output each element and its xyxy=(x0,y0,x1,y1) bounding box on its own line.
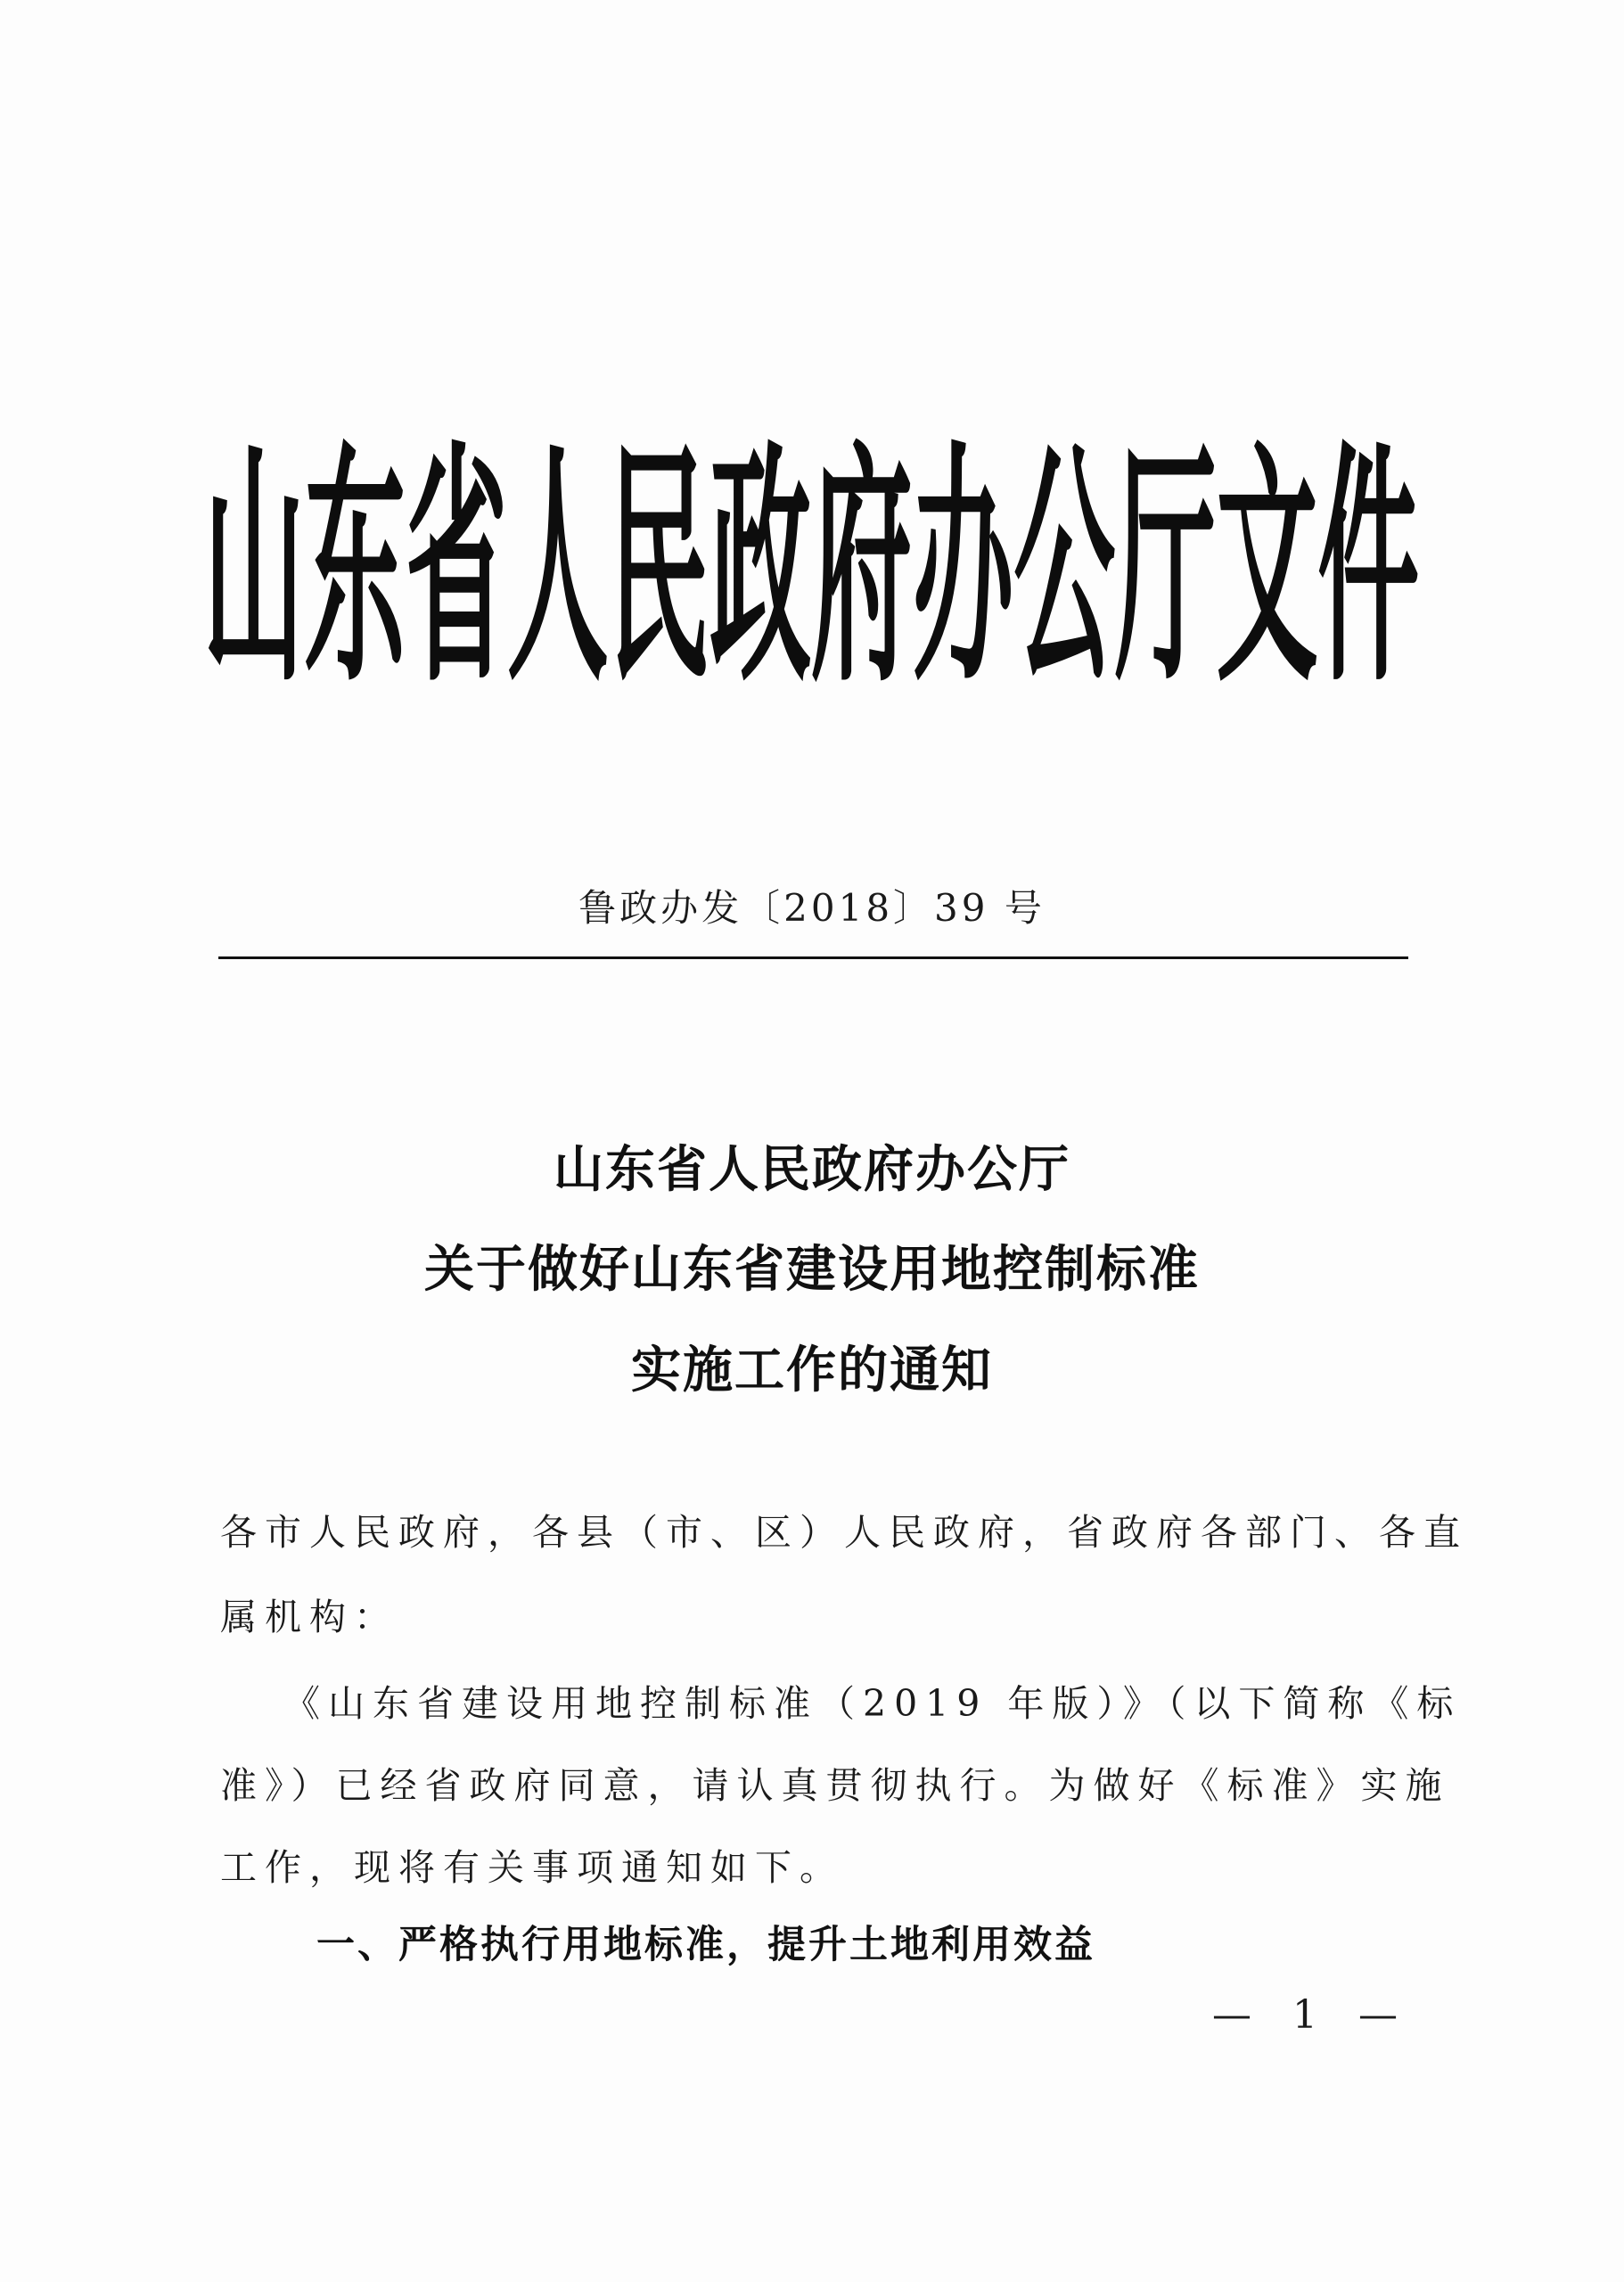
title-line-3: 实施工作的通知 xyxy=(631,1342,993,1400)
paragraph-line-1: 《山东省建设用地控制标准（2019 年版）》（以下简称《标 xyxy=(283,1682,1462,1725)
paragraph-line-2: 准》）已经省政府同意，请认真贯彻执行。为做好《标准》实施 xyxy=(220,1764,1450,1807)
paragraph-line-3: 工作，现将有关事项通知如下。 xyxy=(220,1846,844,1889)
masthead-title: 山东省人民政府办公厅文件 xyxy=(202,422,1420,718)
addressee-line-2: 属机构： xyxy=(220,1596,398,1638)
addressee-line-1: 各市人民政府，各县（市、区）人民政府，省政府各部门、各直 xyxy=(220,1511,1468,1554)
title-line-1: 山东省人民政府办公厅 xyxy=(554,1141,1070,1199)
separator-rule xyxy=(218,956,1408,959)
title-line-2: 关于做好山东省建设用地控制标准 xyxy=(424,1241,1200,1299)
document-number: 鲁政办发〔2018〕39 号 xyxy=(578,886,1046,930)
section-heading: 一、严格执行用地标准，提升土地利用效益 xyxy=(316,1923,1095,1967)
masthead xyxy=(202,422,1420,718)
page-number: — 1 — xyxy=(1212,1992,1412,2038)
